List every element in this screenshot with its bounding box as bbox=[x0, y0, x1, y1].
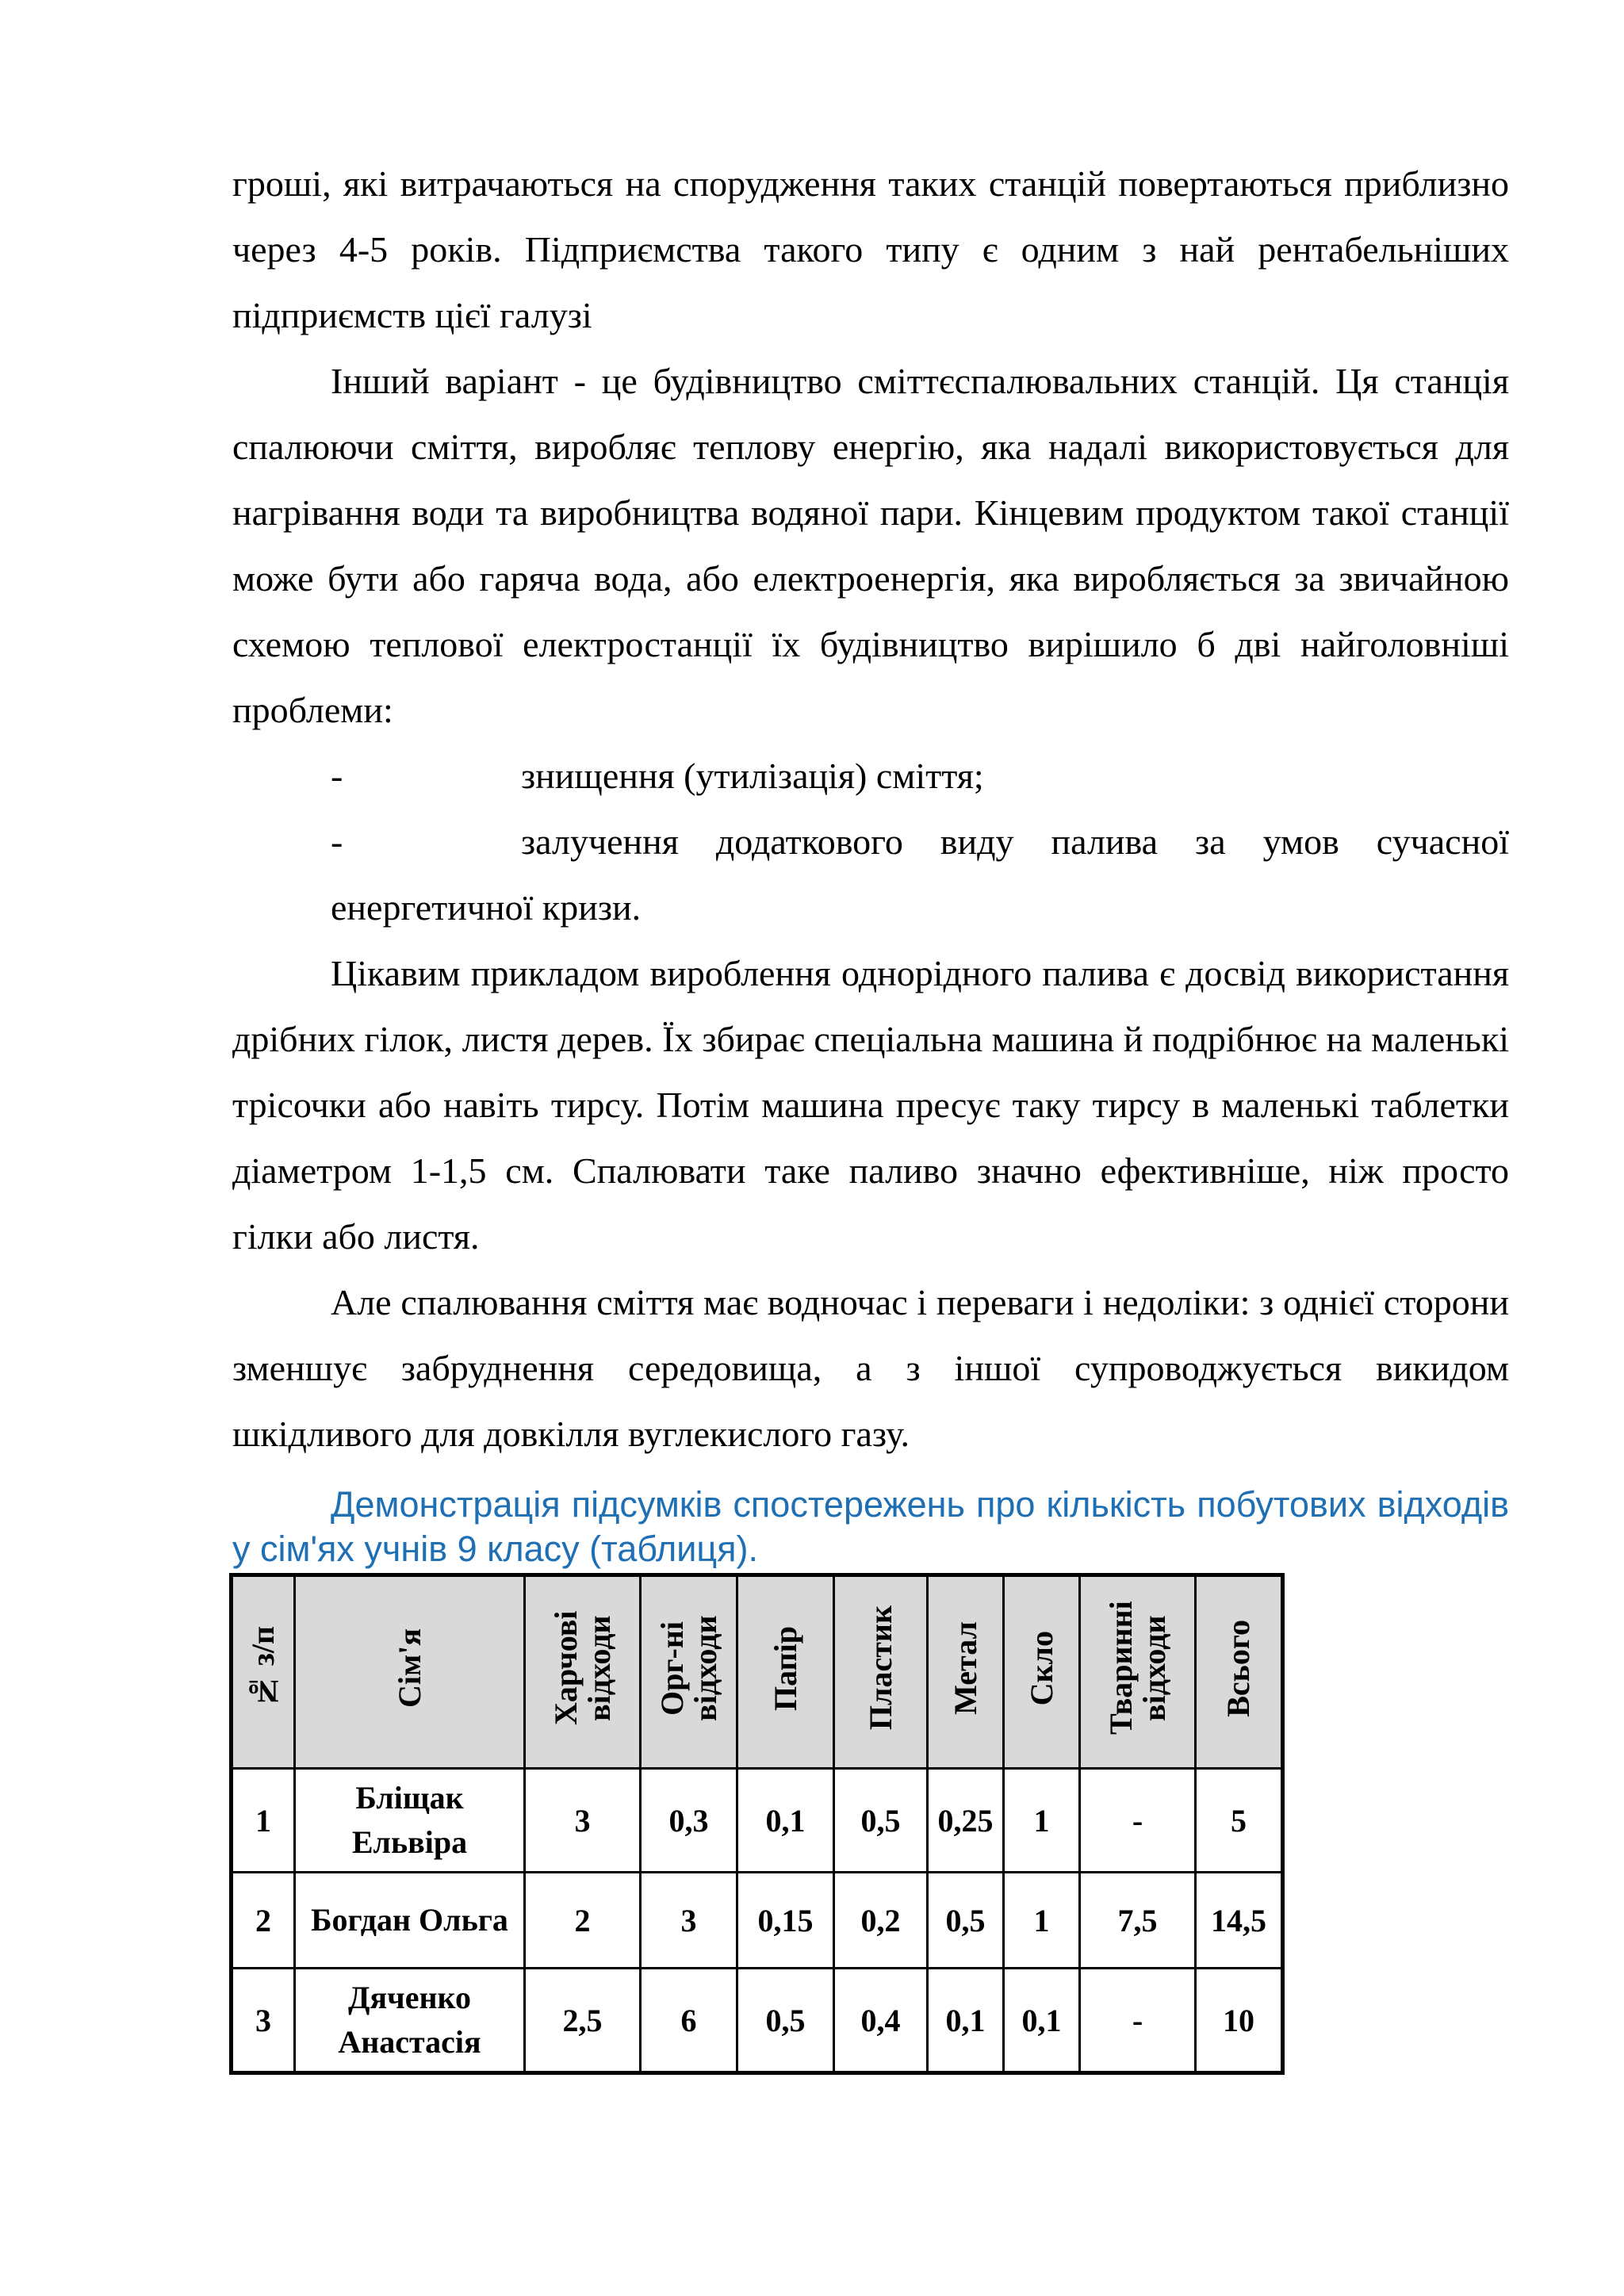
cell-metal: 0,25 bbox=[928, 1769, 1004, 1873]
cell-food-waste: 3 bbox=[525, 1769, 641, 1873]
paragraph-3: Цікавим прикладом вироблення однорідного палива є досвід використання дрібних гілок, листя дерев. Їх збирає спеціальна машина й подрібнює на маленькі трісочки або навіть тирсу. Потім машина пресує таку тирсу в маленькі таблетки діаметром 1-1,5 см. Спалювати таке паливо значно ефективніше, ніж просто гілки або листя. bbox=[232, 953, 1509, 1257]
header-label: № з/п bbox=[245, 1626, 281, 1710]
cell-glass: 1 bbox=[1004, 1873, 1080, 1969]
cell-animal-waste: - bbox=[1080, 1969, 1196, 2073]
cell-food-waste: 2,5 bbox=[525, 1969, 641, 2073]
header-label: Харчові відходи bbox=[547, 1610, 617, 1726]
cell-number: 2 bbox=[232, 1873, 295, 1969]
paragraph-2: Інший варіант - це будівництво сміттєспалювальних станцій. Ця станція спалюючи сміття, виробляє теплову енергію, яка надалі використовується для нагрівання води та виробництва водяної пари. Кінцевим продуктом такої станції може бути або гаряча вода, або електроенергія, яка виробляється за звичайною схемою теплової електростанції їх будівництво вирішило б дві найголовніші проблеми: bbox=[232, 361, 1509, 730]
header-label: Всього bbox=[1220, 1619, 1256, 1717]
table-row bbox=[232, 1873, 1283, 1969]
header-animal-waste bbox=[1080, 1575, 1196, 1769]
waste-table bbox=[229, 1573, 1285, 2075]
cell-total: 5 bbox=[1196, 1769, 1283, 1873]
cell-plastic: 0,2 bbox=[834, 1873, 928, 1969]
cell-plastic: 0,4 bbox=[834, 1969, 928, 2073]
header-label: Тваринні відходи bbox=[1102, 1601, 1172, 1735]
table-row bbox=[232, 1969, 1283, 2073]
cell-metal: 0,1 bbox=[928, 1969, 1004, 2073]
cell-food-waste: 2 bbox=[525, 1873, 641, 1969]
cell-paper: 0,5 bbox=[737, 1969, 834, 2073]
paragraph-1: гроші, які витрачаються на спорудження таких станцій повертаються приблизно через 4-5 років. Підприємства такого типу є одним з най рентабельніших підприємств цієї галузі bbox=[232, 163, 1509, 335]
cell-family: Бліщак Ельвіра bbox=[295, 1769, 525, 1873]
table-caption: Демонстрація підсумків спостережень про кількість побутових відходів у сім'ях учнів 9 класу (таблиця). bbox=[232, 1484, 1509, 1569]
cell-organic-waste: 6 bbox=[641, 1969, 737, 2073]
cell-metal: 0,5 bbox=[928, 1873, 1004, 1969]
header-food-waste bbox=[525, 1575, 641, 1769]
cell-plastic: 0,5 bbox=[834, 1769, 928, 1873]
cell-organic-waste: 3 bbox=[641, 1873, 737, 1969]
table-header-row bbox=[232, 1575, 1283, 1769]
header-glass bbox=[1004, 1575, 1080, 1769]
cell-family: Богдан Ольга bbox=[295, 1873, 525, 1969]
cell-glass: 1 bbox=[1004, 1769, 1080, 1873]
header-label: Сім'я bbox=[391, 1628, 427, 1708]
bullet-dash: - bbox=[331, 756, 343, 796]
header-metal bbox=[928, 1575, 1004, 1769]
bullet-item-1 bbox=[331, 743, 1509, 809]
header-label: Папір bbox=[767, 1625, 803, 1711]
header-number bbox=[232, 1575, 295, 1769]
table-row bbox=[232, 1769, 1283, 1873]
header-family bbox=[295, 1575, 525, 1769]
header-label: Пластик bbox=[862, 1605, 898, 1731]
header-label: Орг-ні відходи bbox=[653, 1615, 723, 1721]
header-total bbox=[1196, 1575, 1283, 1769]
bullet-item-2 bbox=[331, 809, 1509, 940]
bullet-dash: - bbox=[331, 821, 343, 862]
cell-animal-waste: - bbox=[1080, 1769, 1196, 1873]
bullet-text: знищення (утилізація) сміття; bbox=[521, 756, 984, 796]
cell-organic-waste: 0,3 bbox=[641, 1769, 737, 1873]
cell-paper: 0,1 bbox=[737, 1769, 834, 1873]
cell-number: 1 bbox=[232, 1769, 295, 1873]
cell-glass: 0,1 bbox=[1004, 1969, 1080, 2073]
bullet-text: залучення додаткового виду палива за умов сучасної енергетичної кризи. bbox=[331, 821, 1509, 928]
cell-paper: 0,15 bbox=[737, 1873, 834, 1969]
cell-total: 10 bbox=[1196, 1969, 1283, 2073]
cell-number: 3 bbox=[232, 1969, 295, 2073]
paragraph-4: Але спалювання сміття має водночас і переваги і недоліки: з однієї сторони зменшує забруднення середовища, а з іншої супроводжується викидом шкідливого для довкілля вуглекислого газу. bbox=[232, 1282, 1509, 1454]
cell-animal-waste: 7,5 bbox=[1080, 1873, 1196, 1969]
header-label: Скло bbox=[1023, 1630, 1059, 1706]
header-organic-waste bbox=[641, 1575, 737, 1769]
header-paper bbox=[737, 1575, 834, 1769]
cell-total: 14,5 bbox=[1196, 1873, 1283, 1969]
document-body bbox=[232, 151, 1509, 1571]
header-label: Метал bbox=[947, 1621, 983, 1715]
cell-family: Дяченко Анастасія bbox=[295, 1969, 525, 2073]
header-plastic bbox=[834, 1575, 928, 1769]
